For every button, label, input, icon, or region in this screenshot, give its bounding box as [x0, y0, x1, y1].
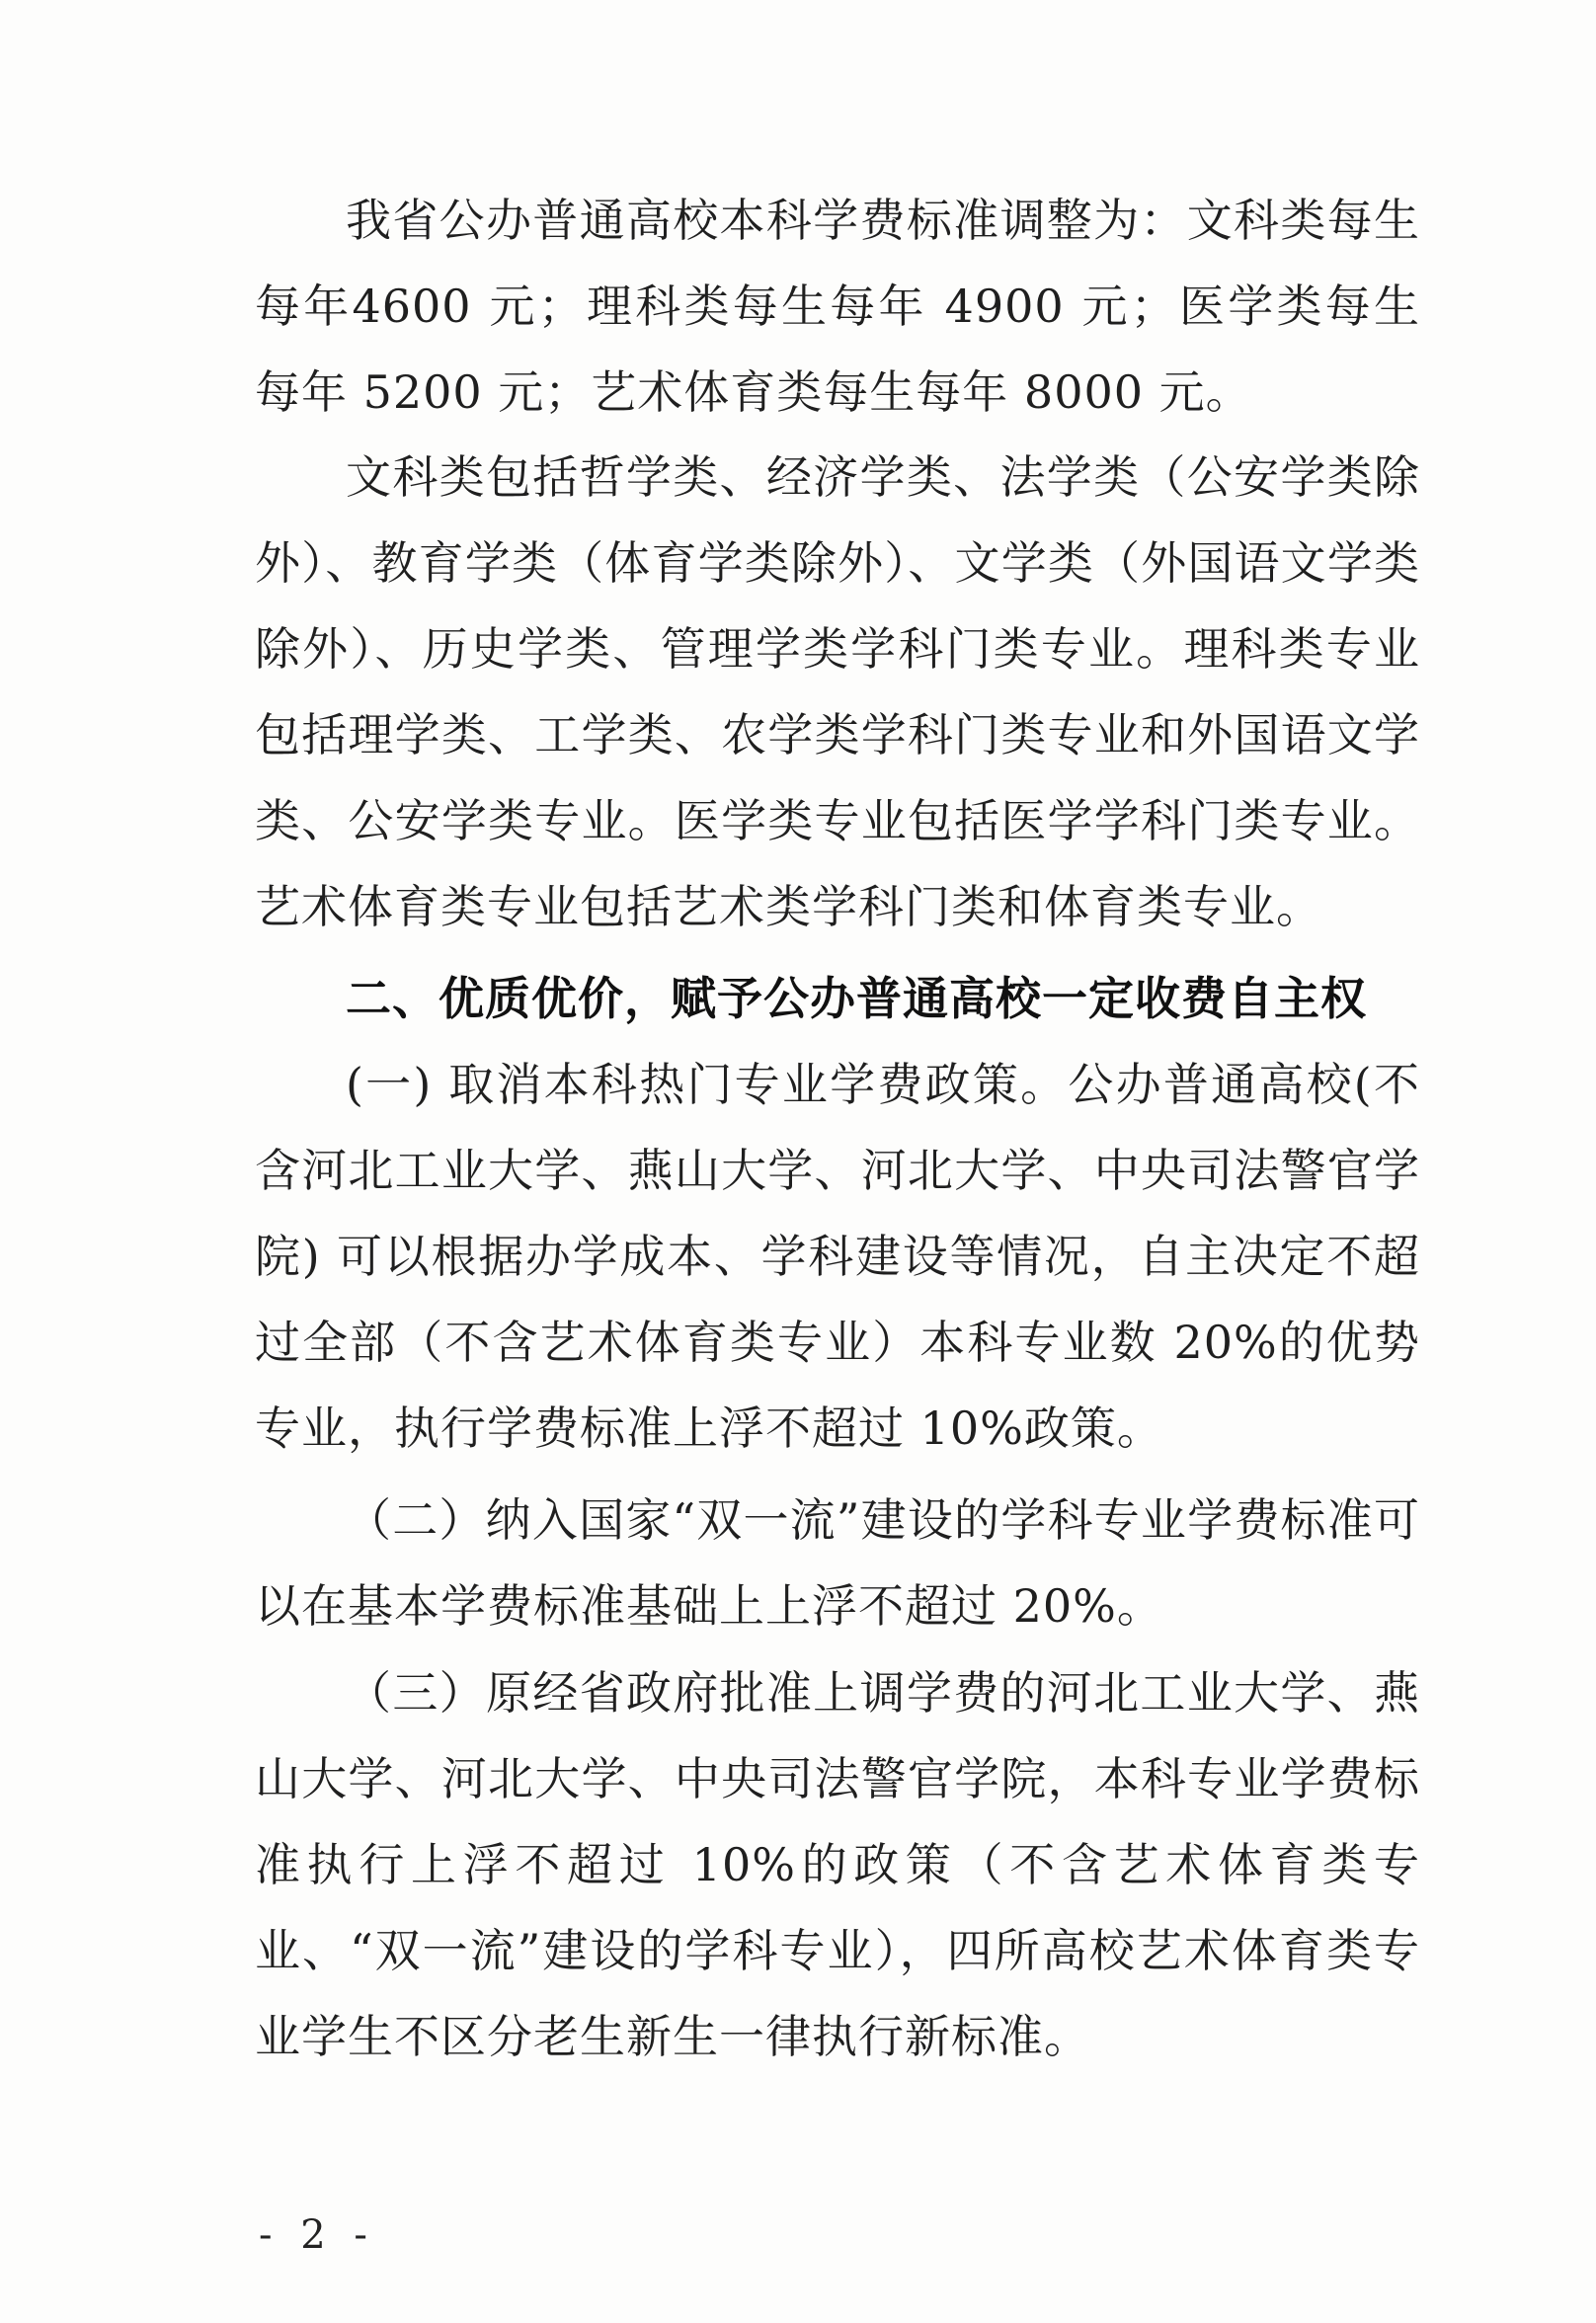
item-three: （三）原经省政府批准上调学费的河北工业大学、燕山大学、河北大学、中央司法警官学院，本科专业学费标准执行上浮不超过 10%的政策（不含艺术体育类专业、“双一流”建设的学科专业），四所高校艺术体育类专业学生不区分老生新生一律执行新标准。 [255, 1666, 1420, 2063]
section-heading: 二、优质优价，赋予公办普通高校一定收费自主权 [346, 972, 1367, 1025]
page-number: - 2 - [259, 2212, 375, 2258]
paragraph-tuition-standards: 我省公办普通高校本科学费标准调整为：文科类每生每年4600 元；理科类每生每年 4900 元；医学类每生每年 5200 元；艺术体育类每生每年 8000 元。 [255, 194, 1420, 419]
item-two: （二）纳入国家“双一流”建设的学科专业学费标准可以在基本学费标准基础上上浮不超过 20%。 [255, 1493, 1420, 1633]
paragraph-category-definitions: 文科类包括哲学类、经济学类、法学类（公安学类除外）、教育学类（体育学类除外）、文学类（外国语文学类除外）、历史学类、管理学类学科门类专业。理科类专业包括理学类、工学类、农学类学科门类专业和外国语文学类、公安学类专业。医学类专业包括医学学科门类专业。艺术体育类专业包括艺术类学科门类和体育类专业。 [255, 450, 1420, 933]
item-one: (一) 取消本科热门专业学费政策。公办普通高校(不含河北工业大学、燕山大学、河北大学、中央司法警官学院) 可以根据办学成本、学科建设等情况，自主决定不超过全部（不含艺术体育类专业）本科专业数 20%的优势专业，执行学费标准上浮不超过 10%政策。 [255, 1058, 1420, 1455]
